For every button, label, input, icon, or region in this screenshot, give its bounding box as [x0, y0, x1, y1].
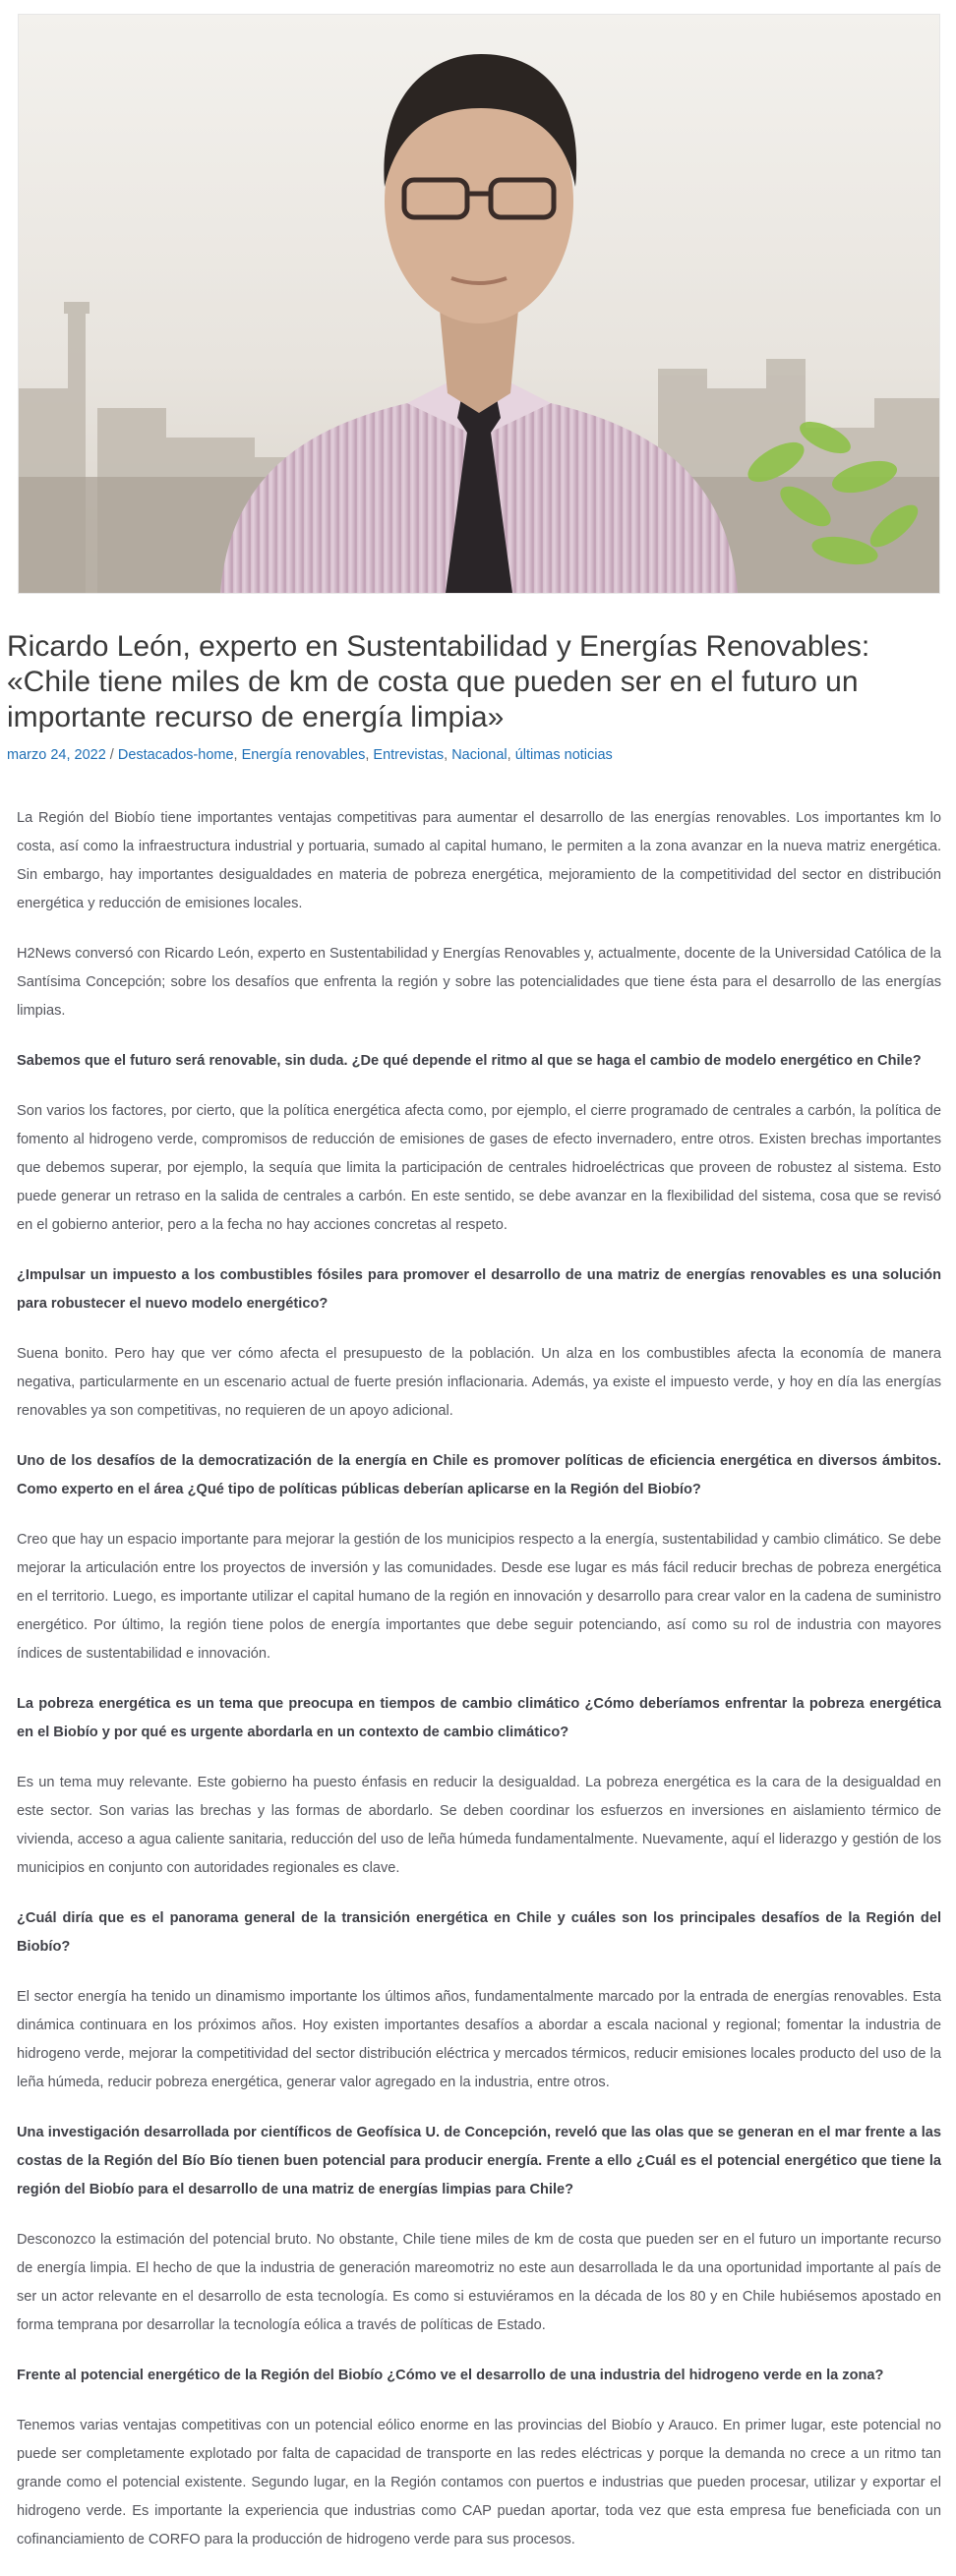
category-link-energia-renovables[interactable]: Energía renovables: [241, 747, 366, 763]
article-body: [17, 804, 941, 2576]
interview-answer: Tenemos varias ventajas competitivas con un potencial eólico enorme en las provincias del Biobío y Arauco. En primer lugar, este potencial no puede ser completamente explotado por falta de capacidad de transporte en las redes eléctricas y porque la demanda no crece a un ritmo tan grande como el potencial existente. Segundo lugar, en la Región contamos con puertos e industrias que pueden procesar, utilizar y exportar el hidrogeno verde. Es importante la experiencia que industrias como CAP puedan aportar, toda vez que esta empresa fue beneficiada con un cofinanciamiento de CORFO para la producción de hidrogeno verde para sus procesos.: [17, 2418, 941, 2547]
post-date-link[interactable]: marzo 24, 2022: [7, 747, 106, 763]
interview-question: Uno de los desafíos de la democratización de la energía en Chile es promover políticas de eficiencia energética en diversos ámbitos. Como experto en el área ¿Qué tipo de políticas públicas deberían aplicarse en la Región del Biobío?: [17, 1453, 941, 1497]
category-link-nacional[interactable]: Nacional: [451, 747, 508, 763]
interview-answer: Desconozco la estimación del potencial bruto. No obstante, Chile tiene miles de km de costa que pueden ser en el futuro un importante recurso de energía limpia. El hecho de que la industria de generación mareomotriz no este aun desarrollada le da una oportunidad importante al país de ser un actor relevante en el desarrollo de esta tecnología. Es como si estuviéramos en la década de los 80 y en Chile hubiésemos apostado en forma temprana por desarrollar la tecnología eólica a través de políticas de Estado.: [17, 2232, 941, 2333]
interview-question: ¿Impulsar un impuesto a los combustibles fósiles para promover el desarrollo de una matriz de energías renovables es una solución para robustecer el nuevo modelo energético?: [17, 1267, 941, 1312]
category-link-destacados[interactable]: Destacados-home: [117, 747, 234, 763]
interview-question: ¿Cuál diría que es el panorama general de la transición energética en Chile y cuáles son los principales desafíos de la Región del Biobío?: [17, 1910, 941, 1955]
interview-answer: Suena bonito. Pero hay que ver cómo afecta el presupuesto de la población. Un alza en los combustibles afecta la economía de manera negativa, particularmente en un escenario actual de fuerte presión inflacionaria. Además, ya existe el impuesto verde, y hoy en día las energías renovables ya son competitivas, no requieren de un apoyo adicional.: [17, 1346, 941, 1419]
portrait-photo: [19, 15, 939, 593]
hero-image: [18, 14, 940, 594]
interview-answer: Son varios los factores, por cierto, que la política energética afecta como, por ejemplo, el cierre programado de centrales a carbón, la política de fomento al hidrogeno verde, compromisos de reducción de emisiones de gases de efecto invernadero, entre otros. Existen brechas importantes que debemos superar, por ejemplo, la sequía que limita la participación de centrales hidroeléctricas que proveen de robustez al sistema. Esto puede generar un retraso en la salida de centrales a carbón. En este sentido, se debe avanzar en la flexibilidad del sistema, cosa que se revisó en el gobierno anterior, pero a la fecha no hay acciones concretas al respeto.: [17, 1103, 941, 1233]
interview-answer: El sector energía ha tenido un dinamismo importante los últimos años, fundamentalmente marcado por la entrada de energías renovables. Esta dinámica continuara en los próximos años. Hoy existen importantes desafíos a abordar a escala nacional y regional; fomentar la industria de hidrogeno verde, mejorar la competitividad del sector distribución eléctrica y mercados térmicos, reducir emisiones locales producto del uso de la leña húmeda, reducir pobreza energética, generar valor agregado en la industria, entre otros.: [17, 1989, 941, 2090]
interview-question: Una investigación desarrollada por científicos de Geofísica U. de Concepción, reveló que las olas que se generan en el mar frente a las costas de la Región del Bío Bío tienen buen potencial para producir energía. Frente a ello ¿Cuál es el potencial energético que tiene la región del Biobío para el desarrollo de una matriz de energías limpias para Chile?: [17, 2125, 941, 2197]
category-link-ultimas-noticias[interactable]: últimas noticias: [514, 747, 613, 763]
article-title: Ricardo León, experto en Sustentabilidad y Energías Renovables: «Chile tiene miles de km de costa que pueden ser en el futuro un importante recurso de energía limpia»: [7, 630, 870, 733]
interview-question: La pobreza energética es un tema que preocupa en tiempos de cambio climático ¿Cómo deberíamos enfrentar la pobreza energética en el Biobío y por qué es urgente abordarla en un contexto de cambio climático?: [17, 1696, 941, 1740]
interview-answer: Creo que hay un espacio importante para mejorar la gestión de los municipios respecto a la energía, sustentabilidad y cambio climático. Se debe mejorar la articulación entre los proyectos de inversión y las comunidades. Desde ese lugar es más fácil reducir brechas de pobreza energética en el territorio. Luego, es importante utilizar el capital humano de la región en innovación y desarrollo para crear valor en la cadena de suministro energético. Por último, la región tiene polos de energía importantes que debe seguir potenciando, así como su rol de industria con mayores índices de sustentabilidad e innovación.: [17, 1532, 941, 1662]
category-link-entrevistas[interactable]: Entrevistas: [373, 747, 445, 763]
intro-paragraph: H2News conversó con Ricardo León, experto en Sustentabilidad y Energías Renovables y, actualmente, docente de la Universidad Católica de la Santísima Concepción; sobre los desafíos que enfrenta la región y sobre las potencialidades que tiene ésta para el desarrollo de las energías limpias.: [17, 946, 941, 1019]
article-meta: marzo 24, 2022 / Destacados-home, Energía renovables, Entrevistas, Nacional, últimas noticias: [7, 747, 613, 763]
interview-question: Frente al potencial energético de la Región del Biobío ¿Cómo ve el desarrollo de una industria del hidrogeno verde en la zona?: [17, 2368, 884, 2383]
intro-paragraph: La Región del Biobío tiene importantes ventajas competitivas para aumentar el desarrollo de las energías renovables. Los importantes km lo costa, así como la infraestructura industrial y portuaria, sumado al capital humano, le permiten a la zona avanzar en la nueva matriz energética. Sin embargo, hay importantes desigualdades en materia de pobreza energética, mejoramiento de la competitividad del sector en distribución energética y reducción de emisiones locales.: [17, 810, 941, 911]
meta-separator: /: [109, 747, 118, 763]
interview-answer: Es un tema muy relevante. Este gobierno ha puesto énfasis en reducir la desigualdad. La pobreza energética es la cara de la desigualdad en este sector. Son varias las brechas y las formas de abordarlo. Se deben coordinar los esfuerzos en inversiones en aislamiento térmico de vivienda, acceso a agua caliente sanitaria, reducción del uso de leña húmeda fundamentalmente. Nuevamente, aquí el liderazgo y gestión de los municipios en conjunto con autoridades regionales es clave.: [17, 1775, 941, 1876]
interview-question: Sabemos que el futuro será renovable, sin duda. ¿De qué depende el ritmo al que se haga el cambio de modelo energético en Chile?: [17, 1053, 922, 1069]
